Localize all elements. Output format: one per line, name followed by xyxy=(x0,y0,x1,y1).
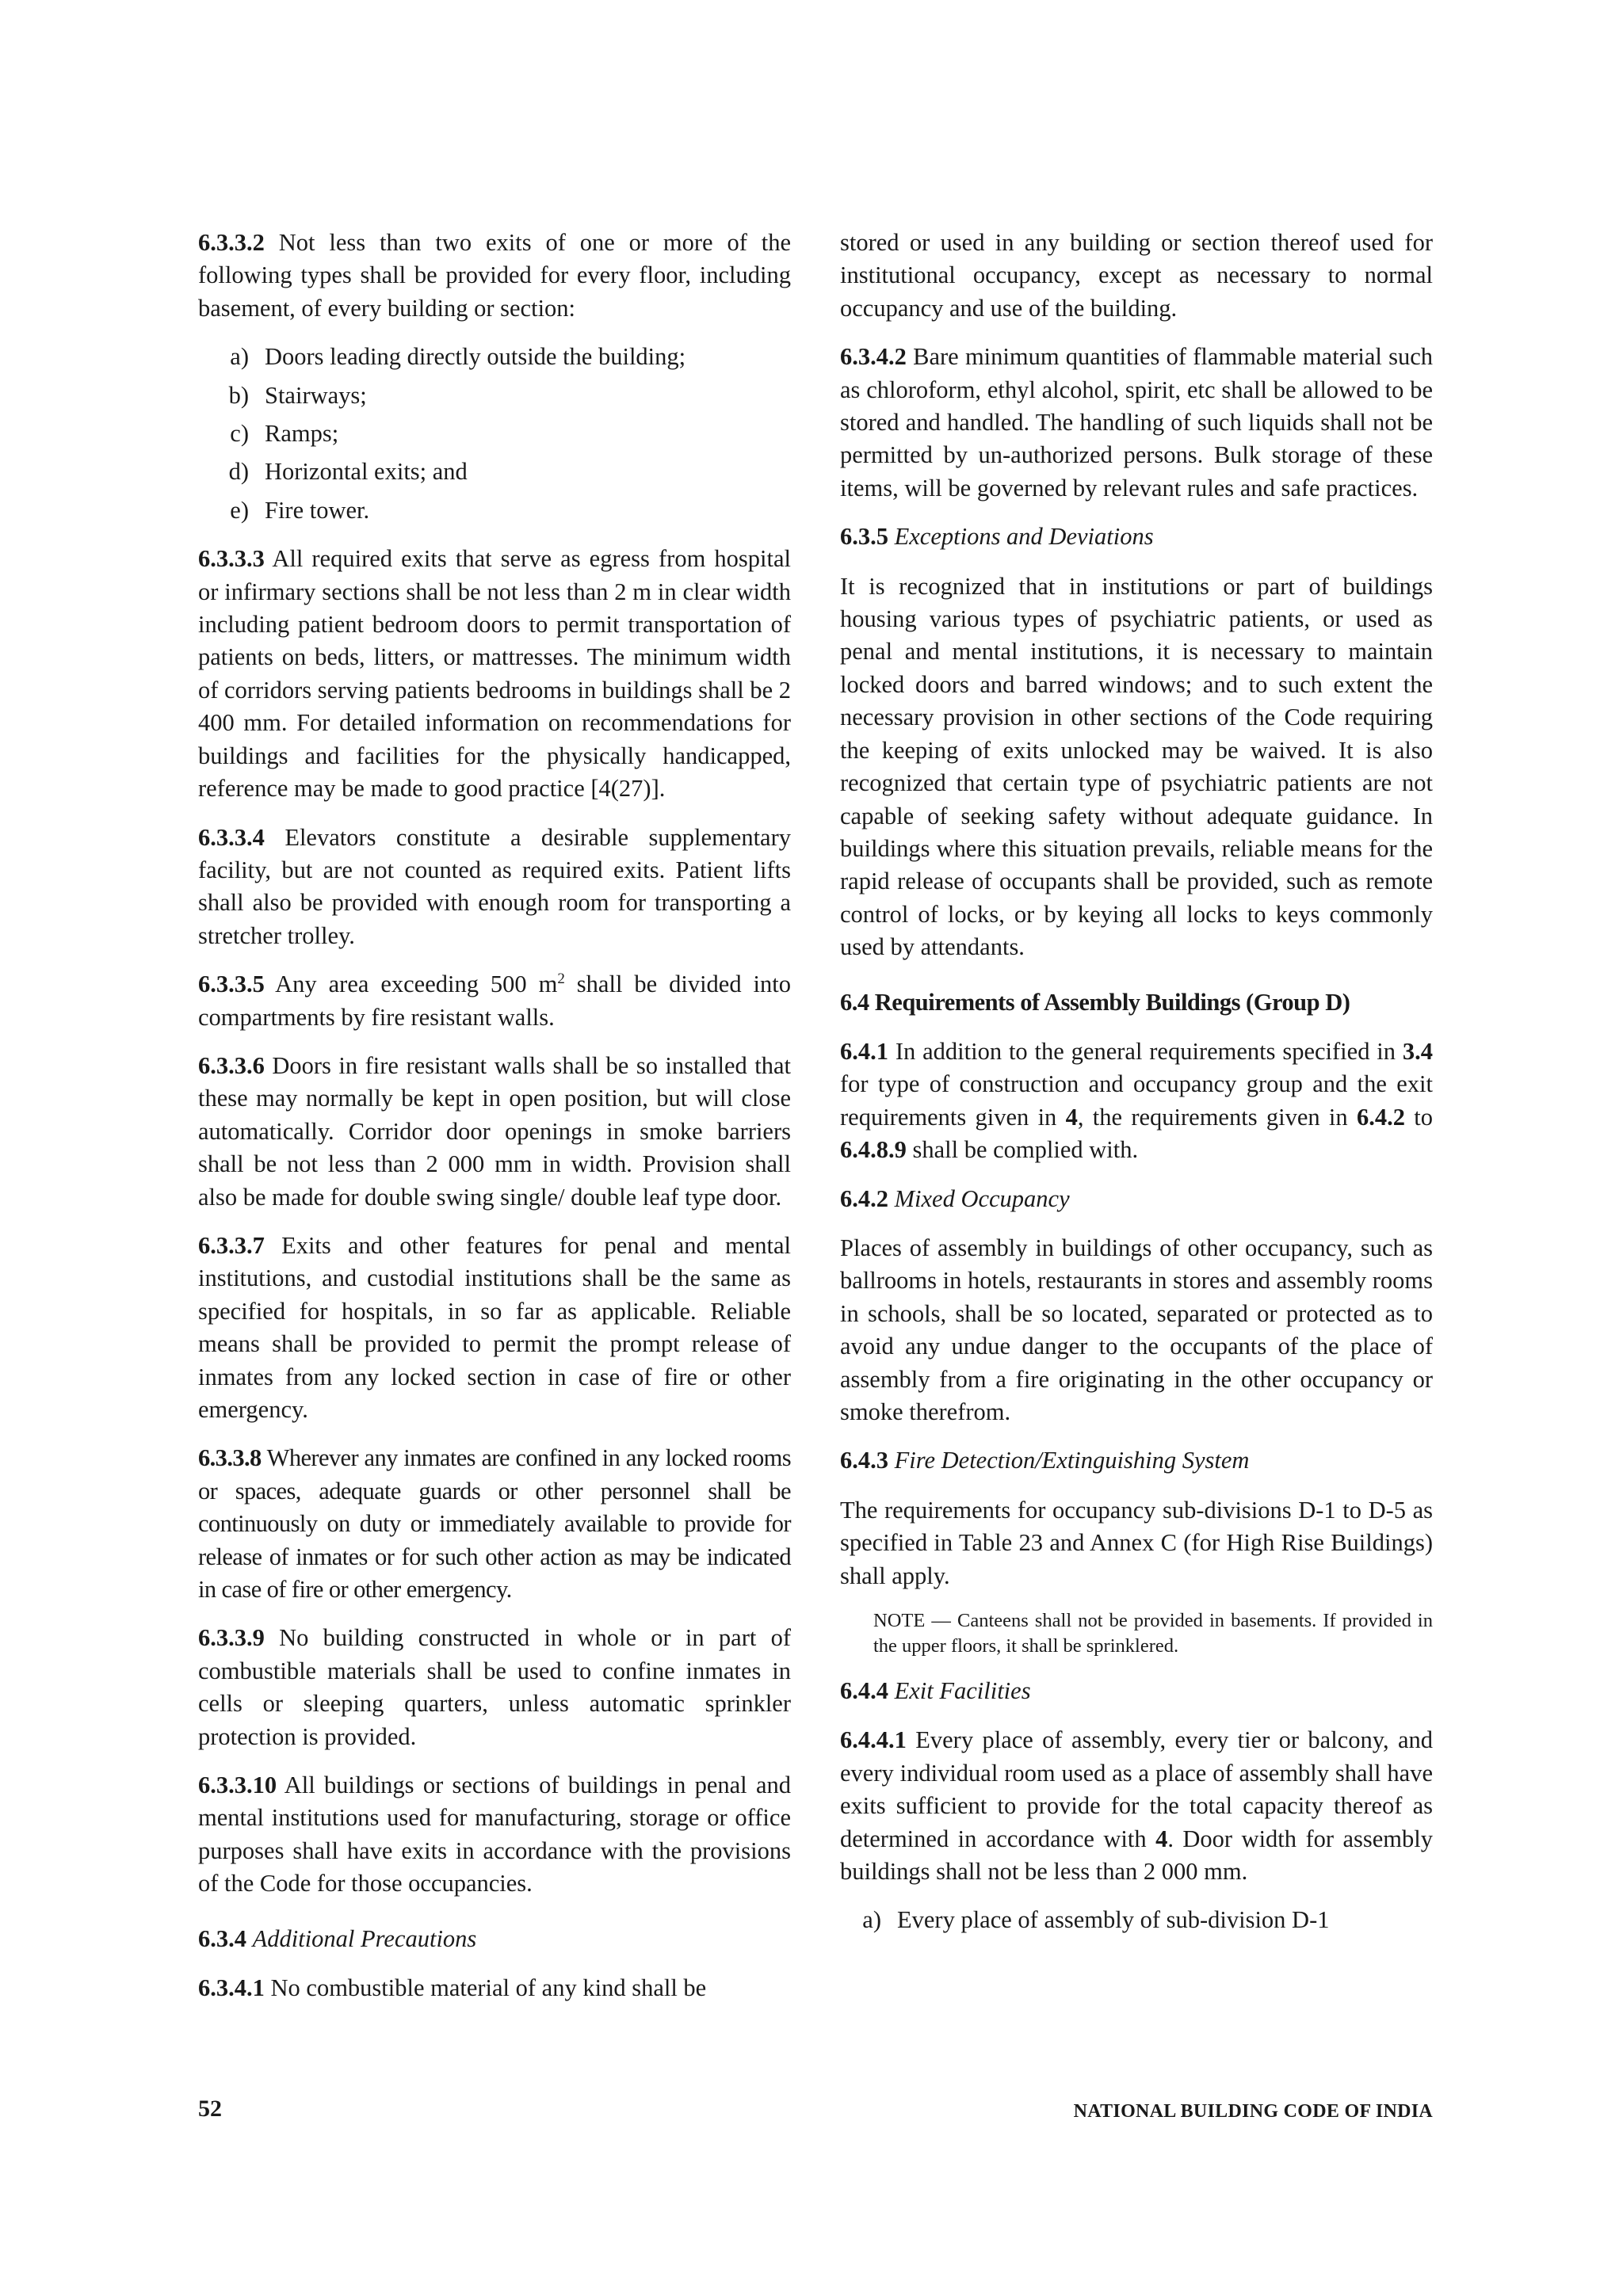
heading-title: Mixed Occupancy xyxy=(894,1184,1070,1212)
heading-number: 6.4.3 xyxy=(840,1447,888,1474)
heading-title: Exceptions and Deviations xyxy=(894,523,1154,551)
clause-number: 6.3.3.6 xyxy=(198,1051,265,1079)
heading-number: 6.3.5 xyxy=(840,523,888,551)
clause-text: Doors in fire resistant walls shall be so installed that these may normally be kept in open position, but will close automatically. Corridor door openings in smoke barriers shall be not less than 2 000 mm in width. Provision shall also be made for double swing single/ double leaf type door. xyxy=(198,1051,791,1211)
superscript: 2 xyxy=(557,971,565,988)
clause-6-3-3-6 xyxy=(198,1050,791,1214)
right-column xyxy=(840,227,1433,1953)
clause-6-3-3-3 xyxy=(198,543,791,805)
clause-6-3-5-body xyxy=(840,570,1433,964)
clause-text: All buildings or sections of buildings in penal and mental institutions used for manufacturing, storage or office purposes shall have exits in accordance with the provisions of the Code for those occupancies. xyxy=(198,1772,791,1897)
assembly-list xyxy=(840,1904,1433,1936)
clause-number: 6.3.3.3 xyxy=(198,545,265,573)
clause-text: The requirements for occupancy sub-divisions D-1 to D-5 as specified in Table 23 and Annex C (for High Rise Buildings) shall apply. xyxy=(840,1496,1433,1589)
clause-6-4-1: 6.4.1 In addition to the general requirements specified in 3.4 for type of construction and occupancy group and the exit requirements given in 4, the requirements given in 6.4.2 to 6.4.8.9 shall be complied with. xyxy=(840,1037,1434,1164)
heading-number: 6.4.2 xyxy=(840,1184,888,1212)
clause-6-3-3-5 xyxy=(198,968,791,1034)
clause-number: 6.3.3.4 xyxy=(198,823,265,851)
clause-6-3-3-7 xyxy=(198,1230,791,1426)
clause-text: Bare minimum quantities of flammable material such as chloroform, ethyl alcohol, spirit, etc shall be allowed to be stored and handled. The handling of such liquids shall not be permitted by un-authorized persons. Bulk storage of these items, will be governed by relevant rules and safe practices. xyxy=(840,343,1433,502)
clause-text: Exits and other features for penal and mental institutions, and custodial institutions shall be the same as specified for hospitals, in so far as applicable. Reliable means shall be provided to permit the prompt release of inmates from any locked section in case of fire or other emergency. xyxy=(198,1231,791,1423)
heading-title: Fire Detection/Extinguishing System xyxy=(894,1447,1250,1474)
list-item: a) Doors leading directly outside the building; xyxy=(230,343,686,371)
clause-6-4-3-body xyxy=(840,1494,1433,1592)
page-number: 52 xyxy=(198,2096,222,2122)
clause-6-3-3-9 xyxy=(198,1622,791,1753)
exit-types-list xyxy=(198,341,791,527)
list-item: c) Ramps; xyxy=(230,420,339,448)
clause-number: 6.4.4.1 xyxy=(840,1726,907,1754)
heading-6-4-4 xyxy=(840,1675,1433,1707)
clause-text: No building constructed in whole or in part of combustible materials shall be used to confine inmates in cells or sleeping quarters, unless automatic sprinkler protection is provided. xyxy=(198,1624,791,1750)
heading-title: Additional Precautions xyxy=(252,1924,477,1952)
clause-number: 6.3.3.9 xyxy=(198,1624,265,1652)
clause-text: shall be divided into compartments by fire resistant walls. xyxy=(198,971,791,1031)
running-title: NATIONAL BUILDING CODE OF INDIA xyxy=(1073,2101,1433,2122)
note xyxy=(840,1608,1433,1659)
clause-number: 6.3.3.8 xyxy=(198,1444,262,1472)
clause-number: 6.3.4.1 xyxy=(198,1974,265,2002)
clause-6-3-4-1-continued xyxy=(840,227,1433,325)
clause-number: 6.3.4.2 xyxy=(840,343,907,371)
clause-text: All required exits that serve as egress from hospital or infirmary sections shall be not less than 2 m in clear width including patient bedroom doors to permit transportation of patients on beds, litters, or mattresses. The minimum width of corridors serving patients bedrooms in buildings shall be 2 400 mm. For detailed information on recommendations for buildings and facilities for the physically handicapped, reference may be made to good practice [4(27)]. xyxy=(198,545,791,803)
list-item: b) Stairways; xyxy=(228,381,367,409)
clause-text: Wherever any inmates are confined in any locked rooms or spaces, adequate guards or other personnel shall be continuously on duty or immediately available to provide for release of inmates or for such other action as may be indicated in case of fire or other emergency. xyxy=(198,1444,791,1604)
clause-text: It is recognized that in institutions or part of buildings housing various types of psychiatric patients, or used as penal and mental institutions, it is necessary to maintain locked doors and barred windows; and to such extent the necessary provision in other sections of the Code requiring the keeping of exits unlocked may be waived. It is also recognized that certain type of psychiatric patients are not capable of seeking safety without adequate guidance. In buildings where this situation prevails, reliable means for the rapid release of occupants shall be provided, such as remote control of locks, or by keying all locks to keys commonly used by attendants. xyxy=(840,572,1433,961)
heading-number: 6.4.4 xyxy=(840,1677,888,1705)
clause-text: Elevators constitute a desirable supplementary facility, but are not counted as required exits. Patient lifts shall also be provided with enough room for transporting a stretcher trolley. xyxy=(198,823,792,949)
clause-number: 6.4.1 xyxy=(840,1037,888,1065)
heading-number: 6.3.4 xyxy=(198,1924,246,1952)
clause-text: Any area exceeding 500 m xyxy=(275,971,558,998)
clause-6-3-4-2 xyxy=(840,341,1433,505)
clause-text: Not less than two exits of one or more of the following types shall be provided for every floor, including basement, of every building or section: xyxy=(198,229,791,322)
clause-number: 6.3.3.10 xyxy=(198,1772,277,1799)
heading-6-3-4 xyxy=(198,1923,791,1955)
clause-6-3-4-1 xyxy=(198,1972,791,2004)
clause-6-4-2-body xyxy=(840,1232,1433,1428)
heading-6-4-2 xyxy=(840,1183,1433,1215)
list-item: d) Horizontal exits; and xyxy=(228,458,468,486)
clause-text: Places of assembly in buildings of other occupancy, such as ballrooms in hotels, restaurants in stores and assembly rooms in schools, shall be so located, separated or protected as to avoid any undue danger to the occupants of the place of assembly from a fire originating in the other occupancy or smoke therefrom. xyxy=(840,1234,1433,1425)
clause-6-3-3-2 xyxy=(198,227,791,325)
clause-number: 6.3.3.2 xyxy=(198,229,265,256)
list-item: e) Fire tower. xyxy=(230,496,370,524)
clause-text: No combustible material of any kind shall be xyxy=(270,1974,707,2002)
heading-number: 6.4 xyxy=(840,988,869,1016)
clause-number: 6.3.3.5 xyxy=(198,971,265,998)
heading-title: Requirements of Assembly Buildings (Group D) xyxy=(874,988,1350,1016)
clause-6-3-3-8 xyxy=(198,1442,791,1606)
heading-6-3-5 xyxy=(840,521,1433,553)
heading-6-4-3 xyxy=(840,1444,1433,1477)
clause-6-4-4-1: 6.4.4.1 Every place of assembly, every tier or balcony, and every individual room used as a place of assembly shall have exits sufficient to provide for the total capacity thereof as determined in accordance with 4. Door width for assembly buildings shall not be less than 2 000 mm. xyxy=(840,1726,1434,1886)
list-item: a) Every place of assembly of sub-division D-1 xyxy=(862,1906,1330,1934)
heading-6-4 xyxy=(840,986,1433,1019)
clause-number: 6.3.3.7 xyxy=(198,1231,265,1259)
clause-6-3-3-10 xyxy=(198,1769,791,1901)
clause-text: stored or used in any building or section thereof used for institutional occupancy, except as necessary to normal occupancy and use of the building. xyxy=(840,229,1433,322)
heading-title: Exit Facilities xyxy=(894,1677,1031,1705)
note-text: NOTE — Canteens shall not be provided in basements. If provided in the upper floors, it shall be sprinklered. xyxy=(873,1610,1433,1657)
left-column xyxy=(198,227,791,2021)
clause-6-3-3-4 xyxy=(198,822,791,953)
